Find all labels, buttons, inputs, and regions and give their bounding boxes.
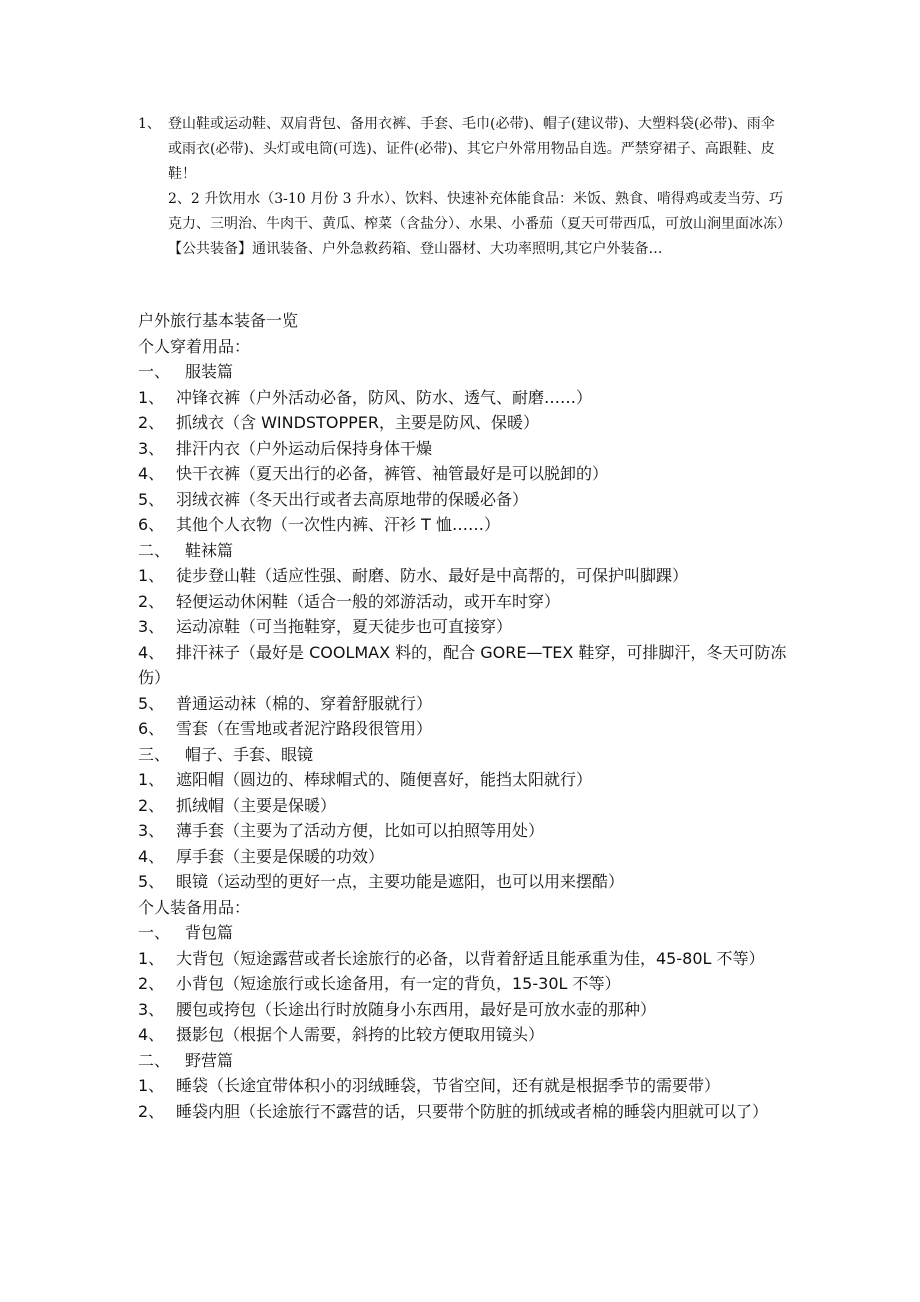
- item-number: 5、: [138, 693, 165, 713]
- item-text: 摄影包（根据个人需要，斜挎的比较方便取用镜头）: [176, 1025, 545, 1044]
- item-number: 4、: [138, 846, 165, 866]
- item-number: 6、: [138, 719, 165, 738]
- list-item: [138, 1022, 798, 1048]
- item-text: 腰包或挎包（长途出行时放随身小东西用，最好是可放水壶的那种）: [176, 999, 657, 1019]
- list-item: [138, 997, 798, 1023]
- top-notes: [138, 112, 791, 262]
- item-text: 薄手套（主要为了活动方便，比如可以拍照等用处）: [176, 821, 545, 840]
- item-number: 3、: [138, 821, 165, 840]
- section-number: 二、: [138, 1050, 171, 1070]
- list-item: [138, 691, 798, 717]
- list-item: [138, 512, 798, 538]
- item-text: 其他个人衣物（一次性内裤、汗衫 T 恤……）: [176, 515, 500, 534]
- item-number: 1、: [138, 387, 165, 407]
- list-item: [138, 818, 798, 844]
- list-item: [138, 385, 798, 411]
- top-note-text: 登山鞋或运动鞋、双肩背包、备用衣裤、手套、毛巾(必带)、帽子(建议带)、大塑料袋(必带)、雨伞或雨衣(必带)、头灯或电筒(可选)、证件(必带)、其它户外常用物品自选。严禁穿裙子、高跟鞋、皮鞋！: [168, 116, 775, 182]
- top-note-2: 2、2 升饮用水（3-10 月份 3 升水）、饮料、快速补充体能食品：米饭、熟食、啃得鸡或麦当劳、巧克力、三明治、牛肉干、黄瓜、榨菜（含盐分）、水果、小番茄（夏天可带西瓜，可放山涧里面冰冻）: [168, 191, 791, 232]
- section-heading-camping: [138, 1048, 798, 1074]
- list-item: [138, 589, 798, 615]
- section-title: 鞋袜篇: [185, 540, 234, 560]
- list-item: [138, 487, 798, 513]
- item-text: 抓绒帽（主要是保暖）: [176, 795, 337, 815]
- item-number: 3、: [138, 999, 165, 1019]
- top-note-number: 1、: [138, 116, 161, 132]
- item-number: 1、: [138, 770, 165, 789]
- item-number: 5、: [138, 489, 165, 509]
- item-number: 1、: [138, 1076, 165, 1095]
- item-number: 4、: [138, 1025, 165, 1044]
- item-text: 轻便运动休闲鞋（适合一般的郊游活动，或开车时穿）: [176, 591, 561, 611]
- list-item: [138, 1073, 798, 1099]
- item-text: 快干衣裤（夏天出行的必备，裤管、袖管最好是可以脱卸的）: [176, 464, 609, 483]
- section-number: 一、: [138, 923, 171, 942]
- list-title: 户外旅行基本装备一览: [138, 311, 299, 330]
- item-number: 6、: [138, 515, 165, 534]
- item-text: 遮阳帽（圆边的、棒球帽式的、随便喜好，能挡太阳就行）: [176, 770, 593, 789]
- item-number: 2、: [138, 795, 165, 815]
- section-title: 帽子、手套、眼镜: [185, 744, 314, 764]
- item-number: 2、: [138, 974, 165, 993]
- list-item: [138, 844, 798, 870]
- item-text: 排汗内衣（户外运动后保持身体干燥: [176, 438, 433, 458]
- item-number: 2、: [138, 1101, 165, 1121]
- item-number: 4、: [138, 464, 165, 483]
- item-number: 2、: [138, 591, 165, 611]
- item-text: 大背包（短途露营或者长途旅行的必备，以背着舒适且能承重为佳，45-80L 不等）: [176, 948, 765, 968]
- list-item: [138, 563, 798, 589]
- item-number: 2、: [138, 413, 165, 432]
- list-item: [138, 716, 798, 742]
- section-number: 二、: [138, 540, 171, 560]
- item-text: 厚手套（主要是保暖的功效）: [176, 846, 385, 866]
- item-text: 运动凉鞋（可当拖鞋穿，夏天徒步也可直接穿）: [176, 617, 513, 636]
- equipment-list: [138, 308, 798, 1124]
- list-item: [138, 461, 798, 487]
- item-number: 3、: [138, 438, 165, 458]
- item-text: 小背包（短途旅行或长途备用，有一定的背负，15-30L 不等）: [176, 974, 621, 993]
- section-title: 服装篇: [185, 362, 234, 381]
- section-heading-clothing: [138, 359, 798, 385]
- list-item: [138, 946, 798, 972]
- section-heading-hats: [138, 742, 798, 768]
- item-number: 1、: [138, 566, 165, 585]
- item-number: 1、: [138, 948, 165, 968]
- list-item: [138, 436, 798, 462]
- section-heading-shoes: [138, 538, 798, 564]
- item-text: 冲锋衣裤（户外活动必备，防风、防水、透气、耐磨……）: [176, 387, 593, 407]
- item-number: 5、: [138, 872, 165, 891]
- personal-gear-heading: 个人装备用品：: [138, 897, 251, 917]
- section-heading-bags: [138, 920, 798, 946]
- item-text: 雪套（在雪地或者泥泞路段很管用）: [176, 719, 433, 738]
- personal-wear-heading: 个人穿着用品：: [138, 336, 251, 356]
- list-item: [138, 869, 798, 895]
- list-item: [138, 614, 798, 640]
- item-text: 羽绒衣裤（冬天出行或者去高原地带的保暖必备）: [176, 489, 529, 509]
- item-text: 眼镜（运动型的更好一点，主要功能是遮阳，也可以用来摆酷）: [176, 872, 625, 891]
- list-item: [138, 640, 798, 691]
- list-item: [138, 971, 798, 997]
- item-text: 睡袋内胆（长途旅行不露营的话，只要带个防脏的抓绒或者棉的睡袋内胆就可以了）: [176, 1101, 769, 1121]
- item-text: 抓绒衣（含 WINDSTOPPER，主要是防风、保暖）: [176, 413, 539, 432]
- item-text: 排汗袜子（最好是 COOLMAX 料的，配合 GORE—TEX 鞋穿，可排脚汗，冬天可防冻伤）: [138, 642, 787, 687]
- top-note-1: [138, 112, 788, 187]
- list-item: [138, 793, 798, 819]
- section-title: 野营篇: [185, 1050, 234, 1070]
- section-number: 一、: [138, 362, 171, 381]
- list-item: [138, 410, 798, 436]
- item-text: 普通运动袜（棉的、穿着舒服就行）: [176, 693, 433, 713]
- public-equipment-note: 【公共装备】通讯装备、户外急救药箱、登山器材、大功率照明,其它户外装备…: [168, 241, 663, 257]
- item-number: 4、: [138, 642, 165, 662]
- section-title: 背包篇: [185, 923, 234, 942]
- item-text: 徒步登山鞋（适应性强、耐磨、防水、最好是中高帮的，可保护叫脚踝）: [176, 566, 689, 585]
- item-text: 睡袋（长途宜带体积小的羽绒睡袋，节省空间，还有就是根据季节的需要带）: [176, 1076, 721, 1095]
- item-number: 3、: [138, 617, 165, 636]
- list-item: [138, 1099, 798, 1125]
- list-item: [138, 767, 798, 793]
- section-number: 三、: [138, 744, 171, 764]
